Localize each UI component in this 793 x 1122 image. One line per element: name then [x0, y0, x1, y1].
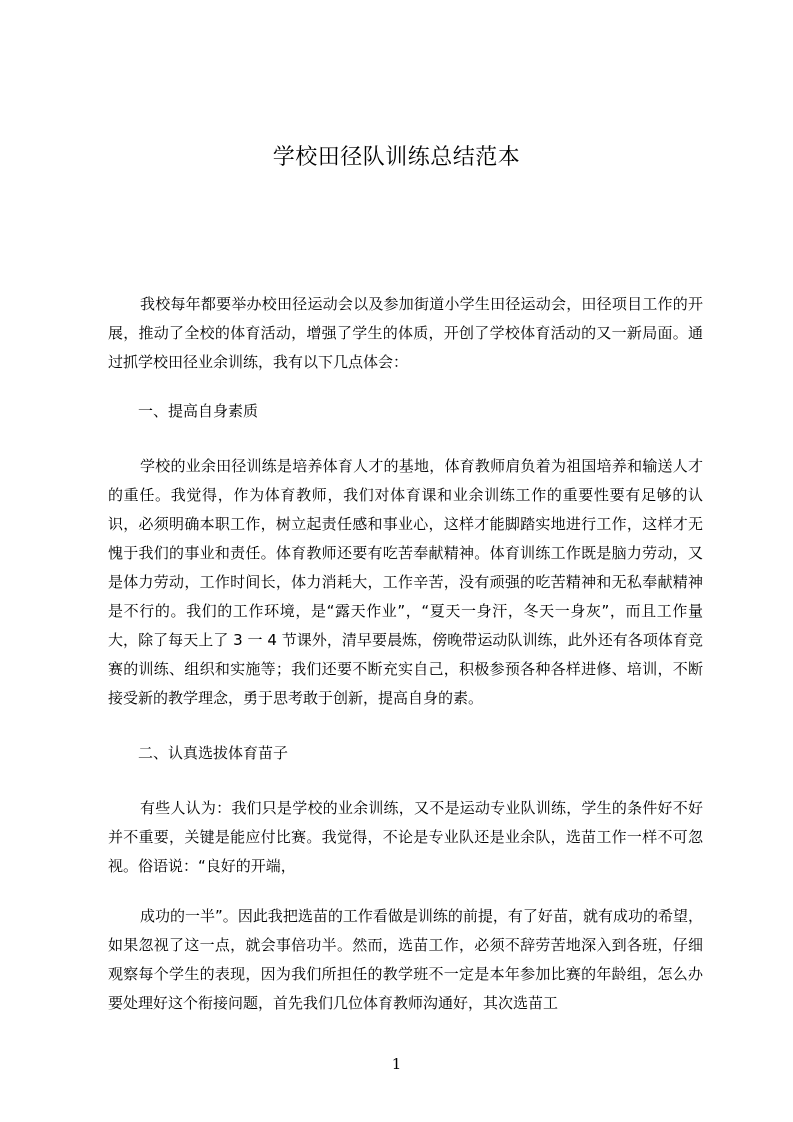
document-title: 学校田径队训练总结范本: [272, 145, 521, 170]
section-1-paragraph: 学校的业余田径训练是培养体育人才的基地，体育教师肩负着为祖国培养和输送人才的重任。我觉得，作为体育教师，我们对体育课和业余训练工作的重要性要有足够的认识，必须明确本职工作，树立起责任感和事业心，这样才能脚踏实地进行工作，这样才无愧于我们的事业和责任。体育教师还要有吃苦奉献精神。体育训练工作既是脑力劳动，又是体力劳动，工作时间长，体力消耗大，工作辛苦，没有顽强的吃苦精神和无私奉献精神是不行的。我们的工作环境，是“露天作业”，“夏天一身汗，冬天一身灰”，而且工作量大，除了每天上了 3 一 4 节课外，清早要晨炼，傍晚带运动队训练，此外还有各项体育竞赛的训练、组织和实施等；我们还要不断充实自己，积极参预各种各样进修、培训，不断接受新的教学理念，勇于思考敢于创新，提高自身的素。: [108, 457, 703, 707]
intro-paragraph: 我校每年都要举办校田径运动会以及参加街道小学生田径运动会，田径项目工作的开展，推动了全校的体育活动，增强了学生的体质，开创了学校体育活动的又一新局面。通过抓学校田径业余训练，我有以下几点体会：: [108, 295, 703, 371]
page-number: 1: [391, 1055, 402, 1073]
section-2-paragraph-1: 有些人认为：我们只是学校的业余训练，又不是运动专业队训练，学生的条件好不好并不重要，关键是能应付比赛。我觉得，不论是专业队还是业余队，选苗工作一样不可忽视。俗语说：“良好的开端，: [108, 799, 703, 875]
section-2-paragraph-2: 成功的一半”。因此我把选苗的工作看做是训练的前提，有了好苗，就有成功的希望，如果忽视了这一点，就会事倍功半。然而，选苗工作，必须不辞劳苦地深入到各班，仔细观察每个学生的表现，因为我们所担任的教学班不一定是本年参加比赛的年龄组，怎么办要处理好这个衔接问题，首先我们几位体育教师沟通好，其次选苗工: [108, 907, 703, 1012]
section-heading-2: 二、认真选拔体育苗子: [138, 744, 289, 762]
section-heading-1: 一、提高自身素质: [138, 402, 259, 420]
